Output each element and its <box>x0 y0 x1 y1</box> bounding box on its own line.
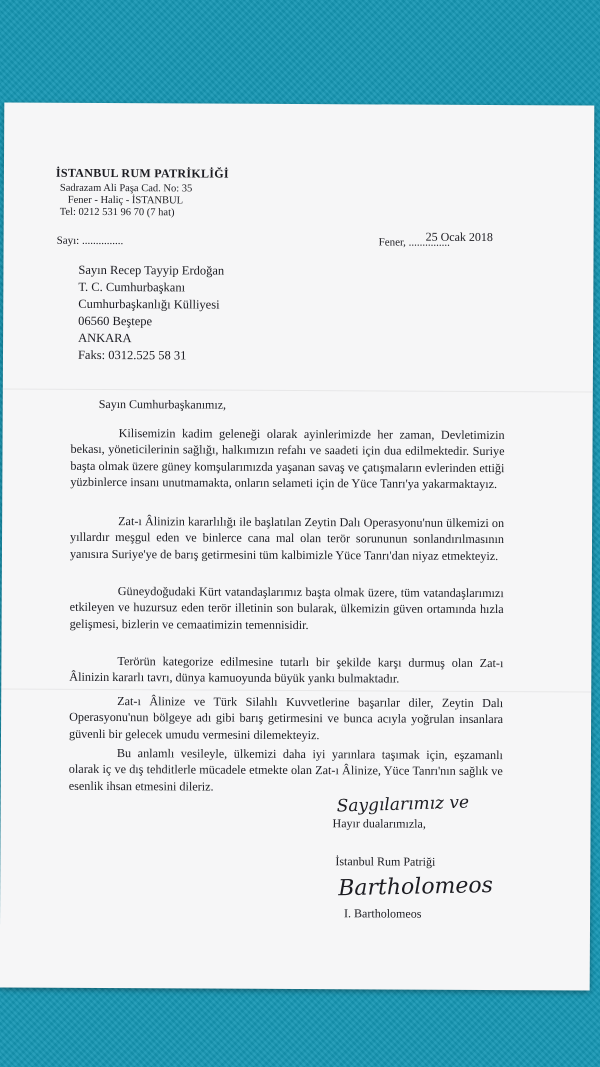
letterhead-address-line: Sadrazam Ali Paşa Cad. No: 35 <box>59 182 193 195</box>
recipient-line: T. C. Cumhurbaşkanı <box>78 279 186 295</box>
recipient-line: ANKARA <box>78 330 132 346</box>
handwritten-greeting: Saygılarımız ve <box>336 792 470 817</box>
letterhead-phone: Tel: 0212 531 96 70 (7 hat) <box>59 206 175 219</box>
body-paragraph: Zat-ı Âlinize ve Türk Silahlı Kuvvetlerine başarılar diler, Zeytin Dalı Operasyonu'nun bölgeye adı gibi barış getirmesini ve bunca acıyla yoğrulan insanlara güvenli bir gelecek umudu vermesini dilemekteyiz. <box>68 694 504 742</box>
place-line: Fener, ............... <box>378 236 450 249</box>
body-paragraph: Güneydoğudaki Kürt vatandaşlarımız başta olmak üzere, tüm vatandaşlarımızı etkileyen ve huzursuz eden terör illetinin son bularak, ülkemizin güven ortamında hızla gelişmesi, bizlerin ve cemaatimizin temennisidir. <box>69 584 504 632</box>
body-paragraph: Bu anlamlı vesileyle, ülkemizi daha iyi yarınlara taşımak için, eşzamanlı olarak iç ve dış tehditlerle mücadele etmekte olan Zat-ı Âlinize, Yüce Tanrı'nın sağlık ve esenlik ihsan etmesini dileriz. <box>68 746 503 794</box>
letter-date: 25 Ocak 2018 <box>425 229 493 245</box>
recipient-line: Cumhurbaşkanlığı Külliyesi <box>78 296 220 312</box>
letterhead-title: İSTANBUL RUM PATRİKLİĞİ <box>55 165 229 181</box>
letterhead-address-line: Fener - Haliç - İSTANBUL <box>67 194 184 207</box>
typed-greeting: Hayır dualarımızla, <box>332 816 426 831</box>
salutation: Sayın Cumhurbaşkanımız, <box>98 396 227 412</box>
recipient-line: 06560 Beştepe <box>78 313 153 329</box>
signatory-name: I. Bartholomeos <box>344 906 422 921</box>
body-paragraph: Kilisemizin kadim geleneği olarak ayinlerimizde her zaman, Devletimizin bekası, yöneticilerinin sağlığı, halkımızın refahı ve saadeti için dua edilmektedir. Suriye başta olmak üzere güney komşularımızda yaşanan savaş ve çatışmaların evlerinden ettiği yüzbinlerce insanı unutmamakta, onların selameti için de Yüce Tanrı'ya yakarmaktayız. <box>70 426 505 492</box>
recipient-fax: Faks: 0312.525 58 31 <box>77 347 187 363</box>
handwritten-signature: Bartholomeos <box>337 873 494 902</box>
body-paragraph: Terörün kategorize edilmesine tutarlı bir şekilde karşı durmuş olan Zat-ı Âlinizin kararlı tavrı, dünya kamuoyunda büyük yankı bulmaktadır. <box>69 654 504 686</box>
letter-paper <box>0 102 594 990</box>
body-paragraph: Zat-ı Âlinizin kararlılığı ile başlatılan Zeytin Dalı Operasyonu'nun ülkemizi on yıllardır meşgul eden ve binlerce cana mal olan terör sorununun sonlandırılmasının yanısıra Suriye'ye de barış getirmesini tüm kalbimizle Yüce Tanrı'dan niyaz etmekteyiz. <box>69 514 505 563</box>
patriarch-title: İstanbul Rum Patriği <box>335 854 436 869</box>
reference-number: Sayı: ............... <box>56 234 124 248</box>
fold-line <box>3 388 593 392</box>
recipient-line: Sayın Recep Tayyip Erdoğan <box>78 262 225 278</box>
